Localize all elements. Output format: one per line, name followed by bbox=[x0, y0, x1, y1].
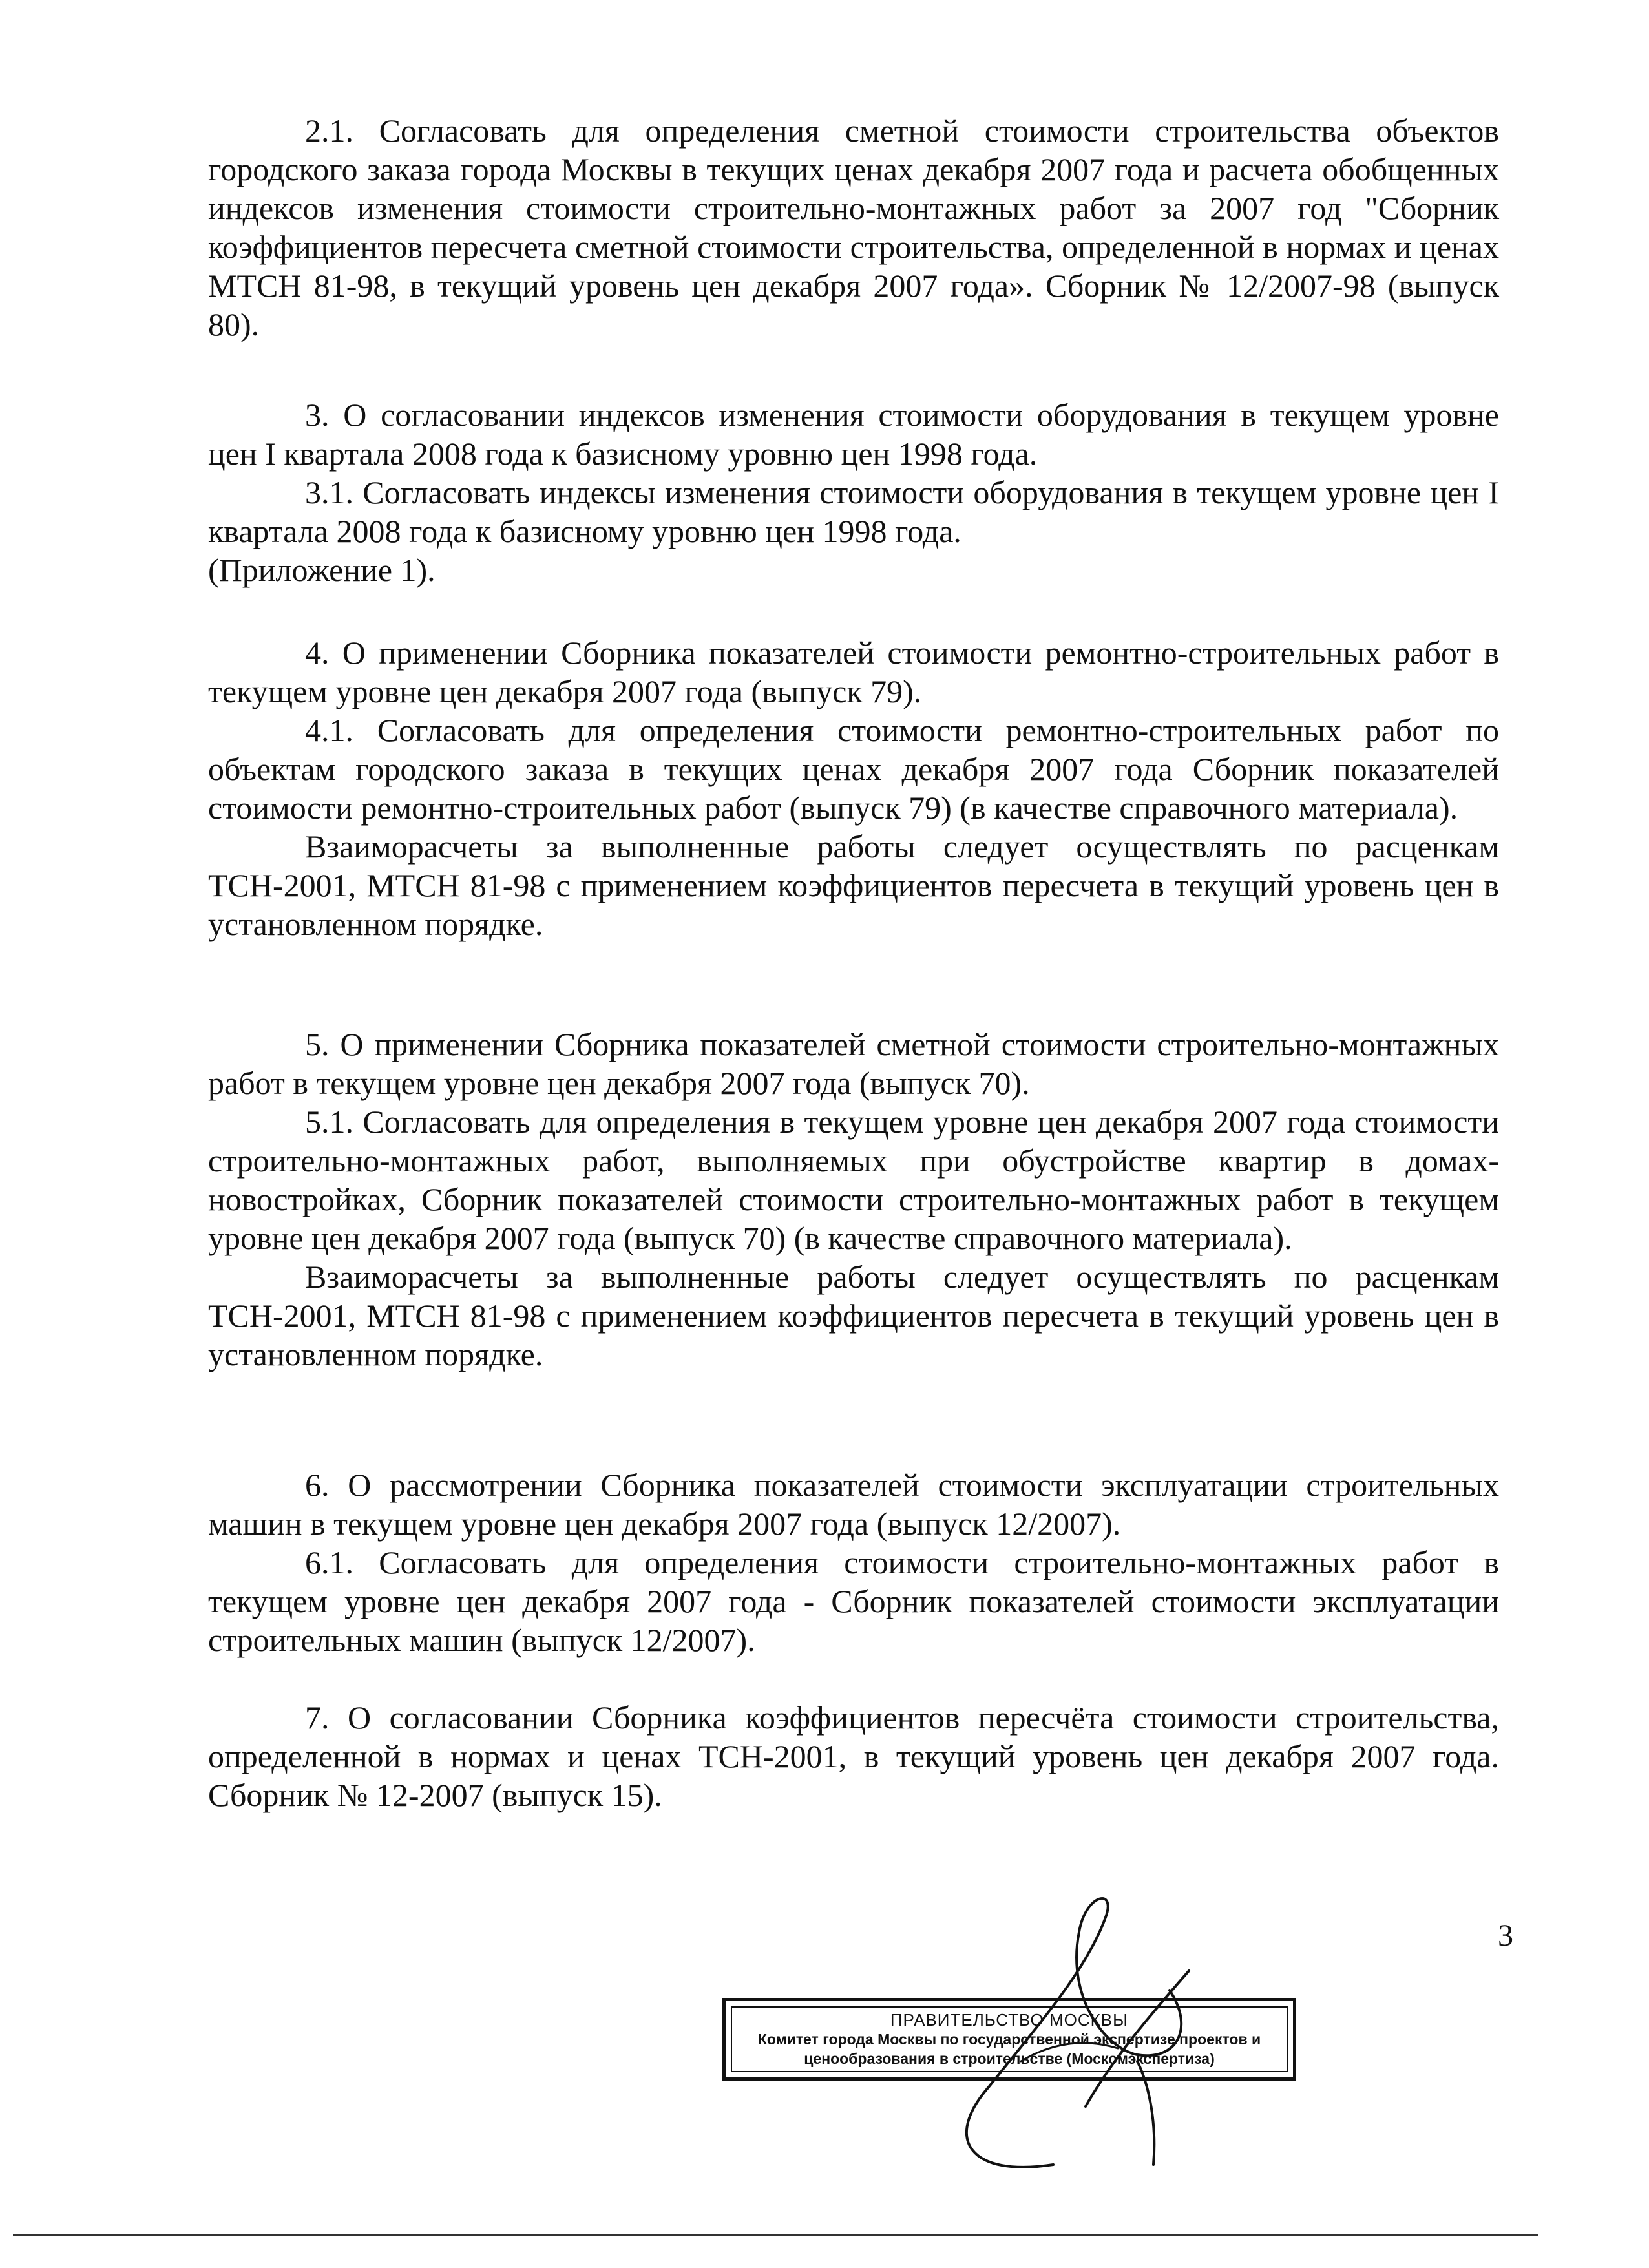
section-4 bbox=[208, 633, 1499, 943]
paragraph-4-settlements: Взаиморасчеты за выполненные работы следует осуществлять по расценкам ТСН-2001, МТСН 81-98 с применением коэффициентов пересчета в текущий уровень цен в установленном порядке. bbox=[208, 828, 1499, 942]
paragraph-5-settlements: Взаиморасчеты за выполненные работы следует осуществлять по расценкам ТСН-2001, МТСН 81-98 с применением коэффициентов пересчета в текущий уровень цен в установленном порядке. bbox=[208, 1259, 1499, 1372]
paragraph-appendix-ref: (Приложение 1). bbox=[208, 552, 436, 588]
paragraph-4-1: 4.1. Согласовать для определения стоимости ремонтно-строительных работ по объектам городского заказа в текущих ценах декабря 2007 года Сборник показателей стоимости ремонтно-строительных работ (выпуск 79) (в качестве справочного материала). bbox=[208, 712, 1499, 826]
bottom-divider bbox=[13, 2234, 1538, 2236]
paragraph-7-heading: 7. О согласовании Сборника коэффициентов пересчёта стоимости строительства, определенной в нормах и ценах ТСН-2001, в текущий уровень цен декабря 2007 года. Сборник № 12-2007 (выпуск 15). bbox=[208, 1699, 1499, 1813]
stamp-line-pricing: ценообразования в строительстве (Москомэкспертиза) bbox=[804, 2050, 1215, 2067]
paragraph-6-1: 6.1. Согласовать для определения стоимости строительно-монтажных работ в текущем уровне цен декабря 2007 года - Сборник показателей стоимости эксплуатации строительных машин (выпуск 12/2007). bbox=[208, 1544, 1499, 1658]
page-number: 3 bbox=[1498, 1918, 1513, 1953]
paragraph-4-heading: 4. О применении Сборника показателей стоимости ремонтно-строительных работ в текущем уровне цен декабря 2007 года (выпуск 79). bbox=[208, 635, 1499, 709]
paragraph-5-1: 5.1. Согласовать для определения в текущем уровне цен декабря 2007 года стоимости строительно-монтажных работ, выполняемых при обустройстве квартир в домах-новостройках, Сборник показателей стоимости строительно-монтажных работ в текущем уровне цен декабря 2007 года (выпуск 70) (в качестве справочного материала). bbox=[208, 1104, 1499, 1256]
section-7 bbox=[208, 1698, 1499, 1814]
stamp-line-government: ПРАВИТЕЛЬСТВО МОСКВЫ bbox=[890, 2010, 1129, 2030]
paragraph-3-heading: 3. О согласовании индексов изменения стоимости оборудования в текущем уровне цен I квартала 2008 года к базисному уровню цен 1998 года. bbox=[208, 397, 1499, 472]
paragraph-5-heading: 5. О применении Сборника показателей сметной стоимости строительно-монтажных работ в текущем уровне цен декабря 2007 года (выпуск 70). bbox=[208, 1026, 1499, 1101]
section-6 bbox=[208, 1465, 1499, 1659]
section-3 bbox=[208, 395, 1499, 589]
paragraph-6-heading: 6. О рассмотрении Сборника показателей стоимости эксплуатации строительных машин в текущем уровне цен декабря 2007 года (выпуск 12/2007). bbox=[208, 1467, 1499, 1542]
stamp-line-committee: Комитет города Москвы по государственной экспертизе проектов и bbox=[757, 2031, 1261, 2048]
section-2-1 bbox=[208, 111, 1499, 344]
paragraph-3-1: 3.1. Согласовать индексы изменения стоимости оборудования в текущем уровне цен I квартала 2008 года к базисному уровню цен 1998 года. bbox=[208, 474, 1499, 549]
handwritten-signature bbox=[892, 1893, 1254, 2171]
section-5 bbox=[208, 1025, 1499, 1374]
paragraph-2-1: 2.1. Согласовать для определения сметной стоимости строительства объектов городского заказа города Москвы в текущих ценах декабря 2007 года и расчета обобщенных индексов изменения стоимости строительно-монтажных работ за 2007 год "Сборник коэффициентов пересчета сметной стоимости строительства, определенной в нормах и ценах МТСН 81-98, в текущий уровень цен декабря 2007 года». Сборник № 12/2007-98 (выпуск 80). bbox=[208, 112, 1499, 342]
